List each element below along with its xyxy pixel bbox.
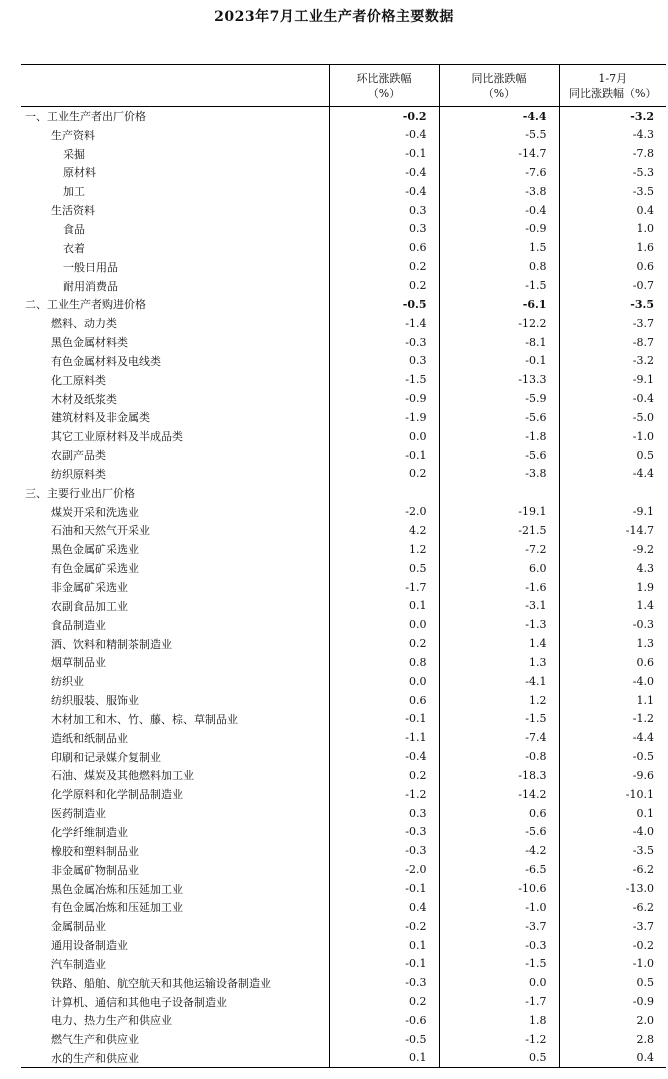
row-mom-cell: -2.0 [329,860,439,879]
table-row [21,333,666,352]
row-mom-cell: -0.1 [329,710,439,729]
row-ytd-cell: -4.3 [559,125,666,144]
header-yoy-line1: 同比涨跌幅 [471,71,527,85]
row-ytd-cell: -9.6 [559,766,666,785]
row-ytd-cell: -1.2 [559,710,666,729]
table-row [21,446,666,465]
header-mom-line1: 环比涨跌幅 [356,71,412,85]
row-mom-cell: -0.3 [329,841,439,860]
row-name-cell: 纺织业 [51,675,84,689]
table-row [21,465,666,484]
row-name-cell: 有色金属矿采选业 [51,562,139,576]
row-name-cell: 一、工业生产者出厂价格 [25,110,146,124]
row-name-cell: 纺织原料类 [51,467,106,481]
row-mom-cell: -0.9 [329,389,439,408]
table-header [21,65,666,107]
row-name-cell: 黑色金属材料类 [51,336,128,350]
row-name-cell: 水的生产和供应业 [51,1051,139,1065]
row-yoy-cell: -4.2 [439,841,559,860]
row-name-cell: 其它工业原材料及半成品类 [51,430,183,444]
row-name-cell: 通用设备制造业 [51,939,128,953]
row-mom-cell: -0.4 [329,163,439,182]
row-mom-cell: 0.2 [329,766,439,785]
row-yoy-cell: 0.6 [439,804,559,823]
row-ytd-cell: 1.0 [559,220,666,239]
table-row [21,107,666,126]
table-row [21,502,666,521]
table-row [21,540,666,559]
row-yoy-cell: -13.3 [439,370,559,389]
table-row [21,954,666,973]
row-ytd-cell: -1.0 [559,427,666,446]
row-yoy-cell: 1.4 [439,634,559,653]
row-yoy-cell: 0.0 [439,973,559,992]
table-row [21,559,666,578]
table-row [21,973,666,992]
table-row [21,823,666,842]
row-ytd-cell: -0.5 [559,747,666,766]
header-item [21,65,329,107]
row-ytd-cell: 4.3 [559,559,666,578]
row-ytd-cell: -4.0 [559,823,666,842]
table-row [21,710,666,729]
row-mom-cell: -0.5 [329,1030,439,1049]
row-yoy-cell: 6.0 [439,559,559,578]
row-name-cell: 纺织服装、服饰业 [51,694,139,708]
row-name-cell: 化学纤维制造业 [51,825,128,839]
row-mom-cell: 0.8 [329,653,439,672]
row-name-cell: 石油和天然气开采业 [51,524,150,538]
row-yoy-cell: 1.8 [439,1011,559,1030]
row-yoy-cell: -1.8 [439,427,559,446]
table-row [21,596,666,615]
row-name-cell: 黑色金属矿采选业 [51,543,139,557]
row-yoy-cell: -3.8 [439,465,559,484]
row-name-cell: 金属制品业 [51,920,106,934]
header-yoy [439,65,559,107]
row-ytd-cell: -0.4 [559,389,666,408]
row-name-cell: 黑色金属冶炼和压延加工业 [51,882,183,896]
table-row [21,1030,666,1049]
table-row [21,220,666,239]
row-mom-cell: 0.1 [329,1049,439,1068]
row-mom-cell: -1.9 [329,408,439,427]
row-mom-cell: 0.0 [329,427,439,446]
row-yoy-cell: 1.2 [439,691,559,710]
table-row [21,1049,666,1068]
row-ytd-cell: -7.8 [559,144,666,163]
row-ytd-cell: -4.4 [559,465,666,484]
row-yoy-cell: -5.5 [439,125,559,144]
row-yoy-cell: 0.5 [439,1049,559,1068]
row-ytd-cell: -4.0 [559,672,666,691]
table-row [21,163,666,182]
table-row [21,295,666,314]
row-mom-cell: -1.5 [329,370,439,389]
table-row [21,144,666,163]
row-mom-cell: -0.3 [329,823,439,842]
row-name-cell: 采掘 [63,147,85,161]
row-ytd-cell: 2.0 [559,1011,666,1030]
table-row [21,653,666,672]
row-yoy-cell: -0.1 [439,351,559,370]
row-ytd-cell: 0.4 [559,1049,666,1068]
row-mom-cell: -0.5 [329,295,439,314]
row-mom-cell: -0.3 [329,333,439,352]
table-row [21,898,666,917]
row-yoy-cell: -1.5 [439,276,559,295]
row-ytd-cell: 0.5 [559,446,666,465]
row-mom-cell: 0.1 [329,596,439,615]
row-yoy-cell: -5.9 [439,389,559,408]
row-mom-cell: -0.3 [329,973,439,992]
table-row [21,747,666,766]
row-name-cell: 加工 [63,185,85,199]
row-ytd-cell: -9.1 [559,502,666,521]
row-mom-cell: 0.6 [329,238,439,257]
table-row [21,483,666,502]
row-ytd-cell: -6.2 [559,860,666,879]
table-row [21,408,666,427]
row-yoy-cell: -1.6 [439,578,559,597]
row-ytd-cell: 1.6 [559,238,666,257]
header-ytd [559,65,666,107]
row-ytd-cell: -0.9 [559,992,666,1011]
row-name-cell: 木材及纸浆类 [51,392,117,406]
row-mom-cell: -1.1 [329,728,439,747]
row-name-cell: 铁路、船舶、航空航天和其他运输设备制造业 [51,976,271,990]
row-ytd-cell: -13.0 [559,879,666,898]
page-title: 2023年7月工业生产者价格主要数据 [214,9,454,25]
table-row [21,860,666,879]
row-mom-cell: 0.5 [329,559,439,578]
row-ytd-cell: 1.4 [559,596,666,615]
table-row [21,238,666,257]
row-yoy-cell: -6.1 [439,295,559,314]
table-row [21,389,666,408]
row-yoy-cell: 1.3 [439,653,559,672]
row-yoy-cell: -12.2 [439,314,559,333]
row-yoy-cell: -1.5 [439,710,559,729]
row-ytd-cell: -6.2 [559,898,666,917]
row-yoy-cell: 0.8 [439,257,559,276]
table-row [21,1011,666,1030]
row-name-cell: 橡胶和塑料制品业 [51,844,139,858]
row-yoy-cell: -1.2 [439,1030,559,1049]
row-ytd-cell: -3.5 [559,841,666,860]
row-mom-cell: -0.6 [329,1011,439,1030]
row-name-cell: 煤炭开采和洗选业 [51,505,139,519]
row-yoy-cell: -3.8 [439,182,559,201]
row-mom-cell: -0.1 [329,879,439,898]
row-mom-cell: -0.1 [329,144,439,163]
table-row [21,672,666,691]
row-yoy-cell: -5.6 [439,823,559,842]
header-ytd-line2: 同比涨跌幅（%） [569,86,657,100]
row-ytd-cell: -8.7 [559,333,666,352]
table-row [21,578,666,597]
row-name-cell: 木材加工和木、竹、藤、棕、草制品业 [51,712,238,726]
row-name-cell: 食品 [63,222,85,236]
row-mom-cell: 0.3 [329,351,439,370]
row-name-cell: 汽车制造业 [51,957,106,971]
table-row [21,879,666,898]
row-mom-cell: 1.2 [329,540,439,559]
row-mom-cell: -2.0 [329,502,439,521]
row-name-cell: 化学原料和化学制品制造业 [51,788,183,802]
row-name-cell: 有色金属冶炼和压延加工业 [51,901,183,915]
row-name-cell: 食品制造业 [51,618,106,632]
row-name-cell: 电力、热力生产和供应业 [51,1014,172,1028]
row-name-cell: 农副产品类 [51,449,106,463]
row-ytd-cell: 0.6 [559,257,666,276]
row-name-cell: 有色金属材料及电线类 [51,354,161,368]
row-yoy-cell: -7.6 [439,163,559,182]
row-ytd-cell: 2.8 [559,1030,666,1049]
table-row [21,257,666,276]
table-row [21,936,666,955]
row-yoy-cell: -1.3 [439,615,559,634]
row-ytd-cell: -5.3 [559,163,666,182]
row-yoy-cell: -10.6 [439,879,559,898]
row-yoy-cell: -7.4 [439,728,559,747]
row-ytd-cell: 0.4 [559,201,666,220]
row-name-cell: 医药制造业 [51,807,106,821]
header-mom [329,65,439,107]
row-name-cell: 烟草制品业 [51,656,106,670]
row-ytd-cell: -3.7 [559,917,666,936]
header-yoy-line2: （%） [482,86,516,100]
row-yoy-cell: -14.2 [439,785,559,804]
row-name-cell: 非金属矿采选业 [51,581,128,595]
row-mom-cell: -0.2 [329,917,439,936]
row-mom-cell: -0.4 [329,125,439,144]
table-row [21,917,666,936]
header-ytd-line1: 1-7月 [598,71,628,85]
row-mom-cell: -1.2 [329,785,439,804]
row-ytd-cell: 0.5 [559,973,666,992]
table-row [21,351,666,370]
row-mom-cell [329,483,439,502]
row-name-cell: 建筑材料及非金属类 [51,411,150,425]
row-yoy-cell [439,483,559,502]
row-yoy-cell: 1.5 [439,238,559,257]
row-ytd-cell: 1.9 [559,578,666,597]
row-mom-cell: 0.2 [329,257,439,276]
row-name-cell: 生活资料 [51,204,95,218]
price-data-table [21,64,666,1068]
row-name-cell: 三、主要行业出厂价格 [25,486,135,500]
row-mom-cell: 0.3 [329,804,439,823]
row-name-cell: 原材料 [63,166,96,180]
table-row [21,182,666,201]
row-yoy-cell: -19.1 [439,502,559,521]
row-name-cell: 燃料、动力类 [51,317,117,331]
row-ytd-cell [559,483,666,502]
row-name-cell: 二、工业生产者购进价格 [25,298,146,312]
row-yoy-cell: -1.0 [439,898,559,917]
table-body [21,107,666,1068]
table-row [21,841,666,860]
row-mom-cell: 0.2 [329,465,439,484]
row-yoy-cell: -0.4 [439,201,559,220]
table-row [21,634,666,653]
row-yoy-cell: -18.3 [439,766,559,785]
row-yoy-cell: -7.2 [439,540,559,559]
row-ytd-cell: 0.1 [559,804,666,823]
row-ytd-cell: -3.2 [559,107,666,126]
row-ytd-cell: 1.1 [559,691,666,710]
row-ytd-cell: -1.0 [559,954,666,973]
table-row [21,615,666,634]
row-mom-cell: 0.1 [329,936,439,955]
row-mom-cell: -0.4 [329,182,439,201]
row-ytd-cell: -14.7 [559,521,666,540]
table-row [21,370,666,389]
row-mom-cell: 0.3 [329,220,439,239]
row-yoy-cell: -3.7 [439,917,559,936]
row-yoy-cell: -8.1 [439,333,559,352]
row-mom-cell: 0.2 [329,276,439,295]
table-row [21,427,666,446]
row-yoy-cell: -3.1 [439,596,559,615]
row-mom-cell: -1.4 [329,314,439,333]
row-name-cell: 燃气生产和供应业 [51,1033,139,1047]
table-row [21,785,666,804]
table-row [21,201,666,220]
row-name-cell: 酒、饮料和精制茶制造业 [51,637,172,651]
row-yoy-cell: -21.5 [439,521,559,540]
row-ytd-cell: 1.3 [559,634,666,653]
table-row [21,804,666,823]
row-mom-cell: -0.2 [329,107,439,126]
row-yoy-cell: -6.5 [439,860,559,879]
row-mom-cell: -1.7 [329,578,439,597]
row-yoy-cell: -5.6 [439,446,559,465]
row-mom-cell: -0.1 [329,446,439,465]
table-row [21,691,666,710]
row-yoy-cell: -14.7 [439,144,559,163]
row-name-cell: 化工原料类 [51,373,106,387]
row-name-cell: 耐用消费品 [63,279,118,293]
row-mom-cell: 0.6 [329,691,439,710]
row-mom-cell: 0.0 [329,672,439,691]
table-row [21,728,666,747]
row-ytd-cell: -10.1 [559,785,666,804]
row-name-cell: 非金属矿物制品业 [51,863,139,877]
row-yoy-cell: -1.5 [439,954,559,973]
row-yoy-cell: -1.7 [439,992,559,1011]
row-name-cell: 一般日用品 [63,260,118,274]
row-ytd-cell: -0.7 [559,276,666,295]
row-name-cell: 农副食品加工业 [51,599,128,613]
row-ytd-cell: -3.5 [559,182,666,201]
row-mom-cell: -0.1 [329,954,439,973]
row-mom-cell: 4.2 [329,521,439,540]
row-name-cell: 计算机、通信和其他电子设备制造业 [51,995,227,1009]
row-yoy-cell: -0.8 [439,747,559,766]
row-name-cell: 石油、煤炭及其他燃料加工业 [51,769,194,783]
row-name-cell: 生产资料 [51,128,95,142]
row-ytd-cell: -0.3 [559,615,666,634]
row-name-cell: 印刷和记录媒介复制业 [51,750,161,764]
row-mom-cell: -0.4 [329,747,439,766]
row-ytd-cell: -0.2 [559,936,666,955]
row-mom-cell: 0.3 [329,201,439,220]
table-row [21,276,666,295]
row-yoy-cell: -0.3 [439,936,559,955]
row-name-cell: 衣着 [63,241,85,255]
table-row [21,125,666,144]
table-row [21,766,666,785]
row-ytd-cell: -9.2 [559,540,666,559]
row-ytd-cell: -4.4 [559,728,666,747]
row-mom-cell: 0.2 [329,992,439,1011]
row-yoy-cell: -0.9 [439,220,559,239]
row-ytd-cell: -3.5 [559,295,666,314]
header-mom-line2: （%） [367,86,401,100]
row-ytd-cell: -9.1 [559,370,666,389]
row-mom-cell: 0.4 [329,898,439,917]
row-ytd-cell: -5.0 [559,408,666,427]
table-row [21,521,666,540]
row-yoy-cell: -5.6 [439,408,559,427]
table-row [21,314,666,333]
row-yoy-cell: -4.4 [439,107,559,126]
row-name-cell: 造纸和纸制品业 [51,731,128,745]
row-mom-cell: 0.0 [329,615,439,634]
table-row [21,992,666,1011]
row-yoy-cell: -4.1 [439,672,559,691]
row-ytd-cell: -3.7 [559,314,666,333]
row-mom-cell: 0.2 [329,634,439,653]
row-ytd-cell: 0.6 [559,653,666,672]
row-ytd-cell: -3.2 [559,351,666,370]
